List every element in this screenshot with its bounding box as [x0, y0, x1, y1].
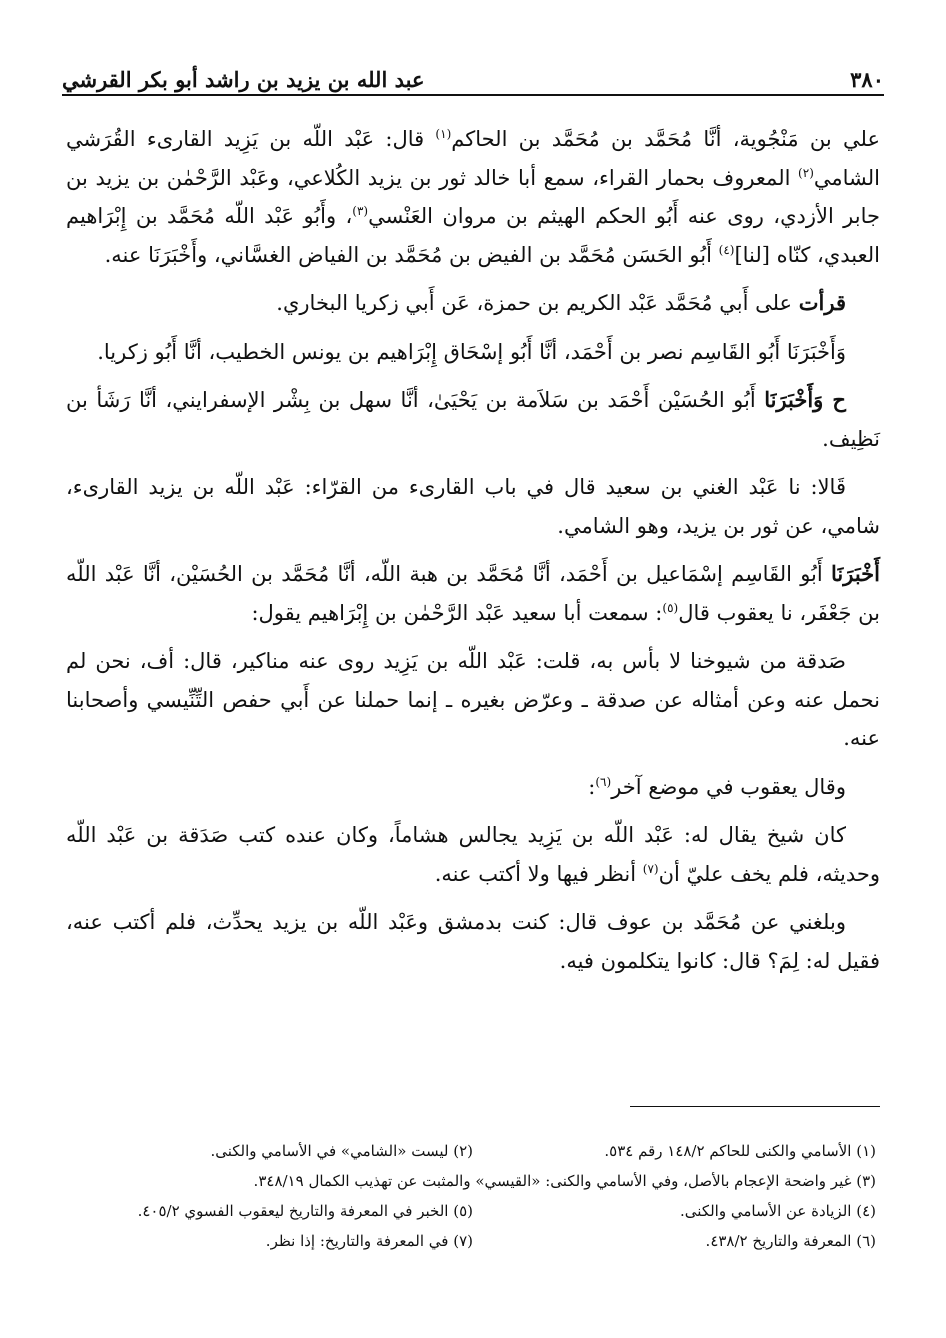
footnote-ref-1[interactable]: (١) [435, 127, 452, 141]
footnote-4: (٤) الزيادة عن الأسامي والكنى. [680, 1202, 876, 1220]
text-run: صَدقة من شيوخنا لا بأس به، قلت: عَبْد اللّه بن يَزِيد روى عنه مناكير، قال: أف، نحن لم نحمل عنه وعن أمثاله عن صدقة ـ وعرّض بغيره ـ إنما حملنا عن أَبي حفص التِّنِّيسي وأصحابنا عنه. [66, 649, 880, 750]
footnote-2: (٢) ليست «الشامي» في الأسامي والكنى. [210, 1142, 473, 1160]
isnad-lead: ح وَأَخْبَرَنَا [764, 387, 846, 412]
footnote-separator [630, 1106, 880, 1107]
paragraph-7 [66, 642, 880, 758]
text-run: أنظر فيها ولا أكتب عنه. [434, 861, 643, 886]
text-run: : [588, 774, 596, 799]
paragraph-1 [66, 120, 880, 274]
text-run: المعروف بحمار القراء، سمع أبا خالد ثور بن يزيد الكُلاعي، وعَبْد الرَّحْمٰن بن يزيد بن جابر الأزدي، روى عنه أَبُو الحكم الهيثم بن مروان العَنْسي [66, 165, 880, 228]
text-run: : سمعت أبا سعيد عَبْد الرَّحْمٰن بن إِبْرَاهيم يقول: [251, 600, 663, 625]
text-run: أَبُو الحَسَن مُحَمَّد بن الفيض بن مُحَمَّد بن الفياض الغسَّاني، وأَخْبَرَنَا عنه. [104, 242, 719, 267]
text-run: وَأَخْبَرَنَا أَبُو القَاسِم نصر بن أَحْمَد، أنَّا أَبُو إسْحَاق إِبْرَاهيم بن يونس الخطيب، أنَّا أَبُو زكريا. [97, 339, 846, 364]
running-title: عبد الله بن يزيد بن راشد أبو بكر القرشي [62, 67, 425, 92]
footnote-ref-4[interactable]: (٤) [718, 242, 735, 257]
paragraph-9 [66, 816, 880, 893]
footnote-row [70, 1196, 876, 1226]
footnote-3: (٣) غير واضحة الإعجام بالأصل، وفي الأسامي والكنى: «القيسي» والمثبت عن تهذيب الكمال ٣٤٨/١٩. [253, 1172, 876, 1190]
text-run: أَبُو القَاسِم إسْمَاعيل بن أَحْمَد، أنَّا مُحَمَّد بن هبة اللّه، أنَّا مُحَمَّد بن الحُسَيْن، أنَّا عَبْد اللّه بن جَعْفَر، نا يعقوب قال [66, 562, 880, 625]
text-run: وقال يعقوب في موضع آخر [611, 774, 846, 799]
paragraph-5 [66, 468, 880, 545]
footnote-1: (١) الأسامي والكنى للحاكم ١٤٨/٢ رقم ٥٣٤. [604, 1142, 876, 1160]
footnote-row [70, 1136, 876, 1166]
text-run: كان شيخ يقال له: عَبْد اللّه بن يَزِيد يجالس هشاماً، وكان عنده كتب صَدَقة بن عَبْد اللّه وحديثه، فلم يخف عليّ أن [66, 823, 880, 886]
footnotes [70, 1136, 876, 1256]
text-run: أَبُو الحُسَيْن أَحْمَد بن سَلاَمة بن يَحْيَىٰ، أنَّا سهل بن بِشْر الإسفرايني، أنَّا رَشَأ بن نَظِيف. [66, 388, 880, 451]
paragraph-6 [66, 555, 880, 632]
text-run: قال: عَبْد اللّه بن يَزِيد القارىء القُرَشي الشامي [66, 127, 880, 190]
text-run: علي بن مَنْجُوية، أنَّا مُحَمَّد بن مُحَمَّد بن الحاكم [451, 127, 880, 151]
text-run: قَالا: نا عَبْد الغني بن سعيد قال في باب القارىء من القرّاء: عَبْد اللّه بن يزيد القارىء، شامي، عن ثور بن يزيد، وهو الشامي. [66, 475, 880, 538]
text-run: على أَبي مُحَمَّد عَبْد الكريم بن حمزة، عَن أَبي زكريا البخاري. [276, 291, 799, 315]
isnad-lead: أَخْبَرَنَا [831, 561, 880, 586]
footnote-ref-2[interactable]: (٢) [798, 165, 814, 180]
footnote-ref-3[interactable]: (٣) [352, 204, 369, 218]
isnad-lead: قرأت [798, 290, 846, 315]
footnote-ref-5[interactable]: (٥) [662, 600, 679, 615]
paragraph-3 [66, 333, 880, 372]
running-header [62, 58, 884, 92]
text-run: وبلغني عن مُحَمَّد بن عوف قال: كنت بدمشق وعَبْد اللّه بن يزيد يحدِّث، فلم أكتب عنه، فقيل له: لِمَ؟ قال: كانوا يتكلمون فيه. [66, 910, 880, 973]
paragraph-8 [66, 768, 880, 807]
paragraph-10 [66, 903, 880, 980]
footnote-row [70, 1226, 876, 1256]
footnote-row [70, 1166, 876, 1196]
footnote-5: (٥) الخبر في المعرفة والتاريخ ليعقوب الفسوي ٤٠٥/٢. [137, 1202, 473, 1220]
page-number: ٣٨٠ [850, 67, 884, 92]
footnote-ref-6[interactable]: (٦) [595, 774, 612, 789]
footnote-ref-7[interactable]: (٧) [642, 861, 659, 876]
paragraph-4 [66, 381, 880, 458]
main-text [66, 120, 880, 990]
paragraph-2 [66, 284, 880, 323]
text-run: ، وأَبُو عَبْد اللّه مُحَمَّد بن إِبْرَاهيم العبدي، كنّاه [لنا] [66, 204, 880, 267]
footnote-6: (٦) المعرفة والتاريخ ٤٣٨/٢. [705, 1232, 876, 1250]
header-rule [62, 94, 884, 96]
footnote-7: (٧) في المعرفة والتاريخ: إذا نظر. [265, 1232, 473, 1250]
